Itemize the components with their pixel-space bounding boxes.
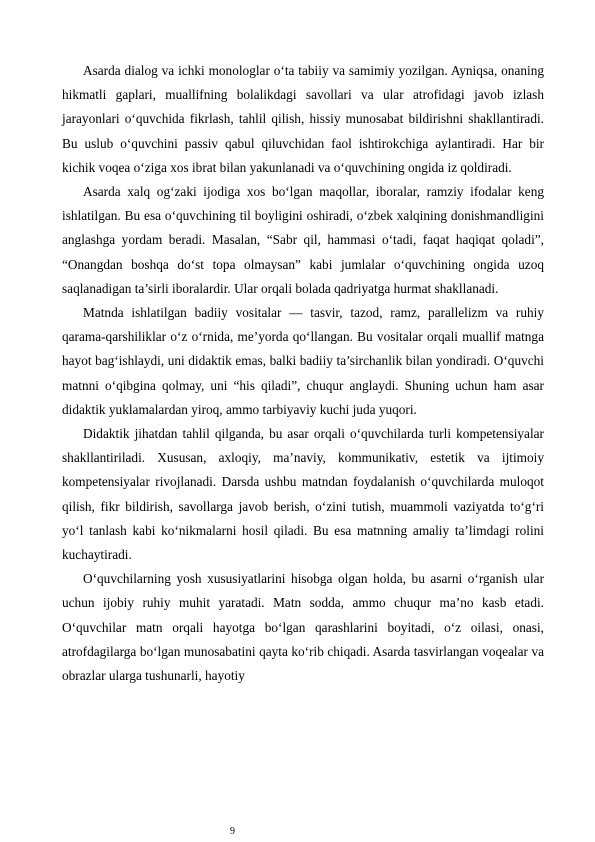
paragraph-dialog: Asarda dialog va ichki monologlar o‘ta tabiiy va samimiy yozilgan. Ayniqsa, onaning hikmatli gaplari, muallifning bolalikdagi savollari va ular atrofidagi javob izlash jarayonlari o‘quvchida fikrlash, tahlil qilish, hissiy munosabat bildirishni shakllantiradi. Bu uslub o‘quvchini passiv qabul qiluvchidan faol ishtirokchiga aylantiradi. Har bir kichik voqea o‘ziga xos ibrat bilan yakunlanadi va o‘quvchining ongida iz qoldiradi. (62, 63, 544, 175)
paragraph-didactic-analysis: Didaktik jihatdan tahlil qilganda, bu asar orqali o‘quvchilarda turli kompetensiyalar shakllantiriladi. Xususan, axloqiy, ma’naviy, kommunikativ, estetik va ijtimoiy kompetensiyalar rivojlanadi. Darsda ushbu matndan foydalanish o‘quvchilarda muloqot qilish, fikr bildirish, savollarga javob berish, o‘zini tutish, muammoli vaziyatda to‘g‘ri yo‘l tanlash kabi ko‘nikmalarni hosil qiladi. Bu esa matnning amaliy ta’limdagi rolini kuchaytiradi. (62, 426, 544, 563)
paragraph-age-features: O‘quvchilarning yosh xususiyatlarini hisobga olgan holda, bu asarni o‘rganish ular uchun ijobiy ruhiy muhit yaratadi. Matn sodda, ammo chuqur ma’no kasb etadi. O‘quvchilar matn orqali hayotga bo‘lgan qarashlarini boyitadi, o‘z oilasi, onasi, atrofdagilarga bo‘lgan munosabatini qayta ko‘rib chiqadi. Asarda tasvirlangan voqealar va obrazlar ularga tushunarli, hayotiy (62, 571, 544, 684)
page-number: 9 (230, 826, 235, 837)
paragraph-artistic-means: Matnda ishlatilgan badiiy vositalar — tasvir, tazod, ramz, parallelizm va ruhiy qarama-qarshiliklar o‘z o‘rnida, me’yorda qo‘llangan. Bu vositalar orqali muallif matnga hayot bag‘ishlaydi, uni didaktik emas, balki badiiy ta’sirchanlik bilan yondiradi. O‘quvchi matnni o‘qibgina qolmay, uni “his qiladi”, chuqur anglaydi. Shuning uchun ham asar didaktik yuklamalardan yiroq, ammo tarbiyaviy kuchi juda yuqori. (62, 305, 544, 417)
document-page (62, 59, 544, 688)
paragraph-folklore: Asarda xalq og‘zaki ijodiga xos bo‘lgan maqollar, iboralar, ramziy ifodalar keng ishlatilgan. Bu esa o‘quvchining til boyligini oshiradi, o‘zbek xalqining donishmandligini anglashga yordam beradi. Masalan, “Sabr qil, hammasi o‘tadi, faqat haqiqat qoladi”, “Onangdan boshqa do‘st topa olmaysan” kabi jumlalar o‘quvchining ongida uzoq saqlanadigan ta’sirli iboralardir. Ular orqali bolada qadriyatga hurmat shakllanadi. (62, 184, 544, 296)
